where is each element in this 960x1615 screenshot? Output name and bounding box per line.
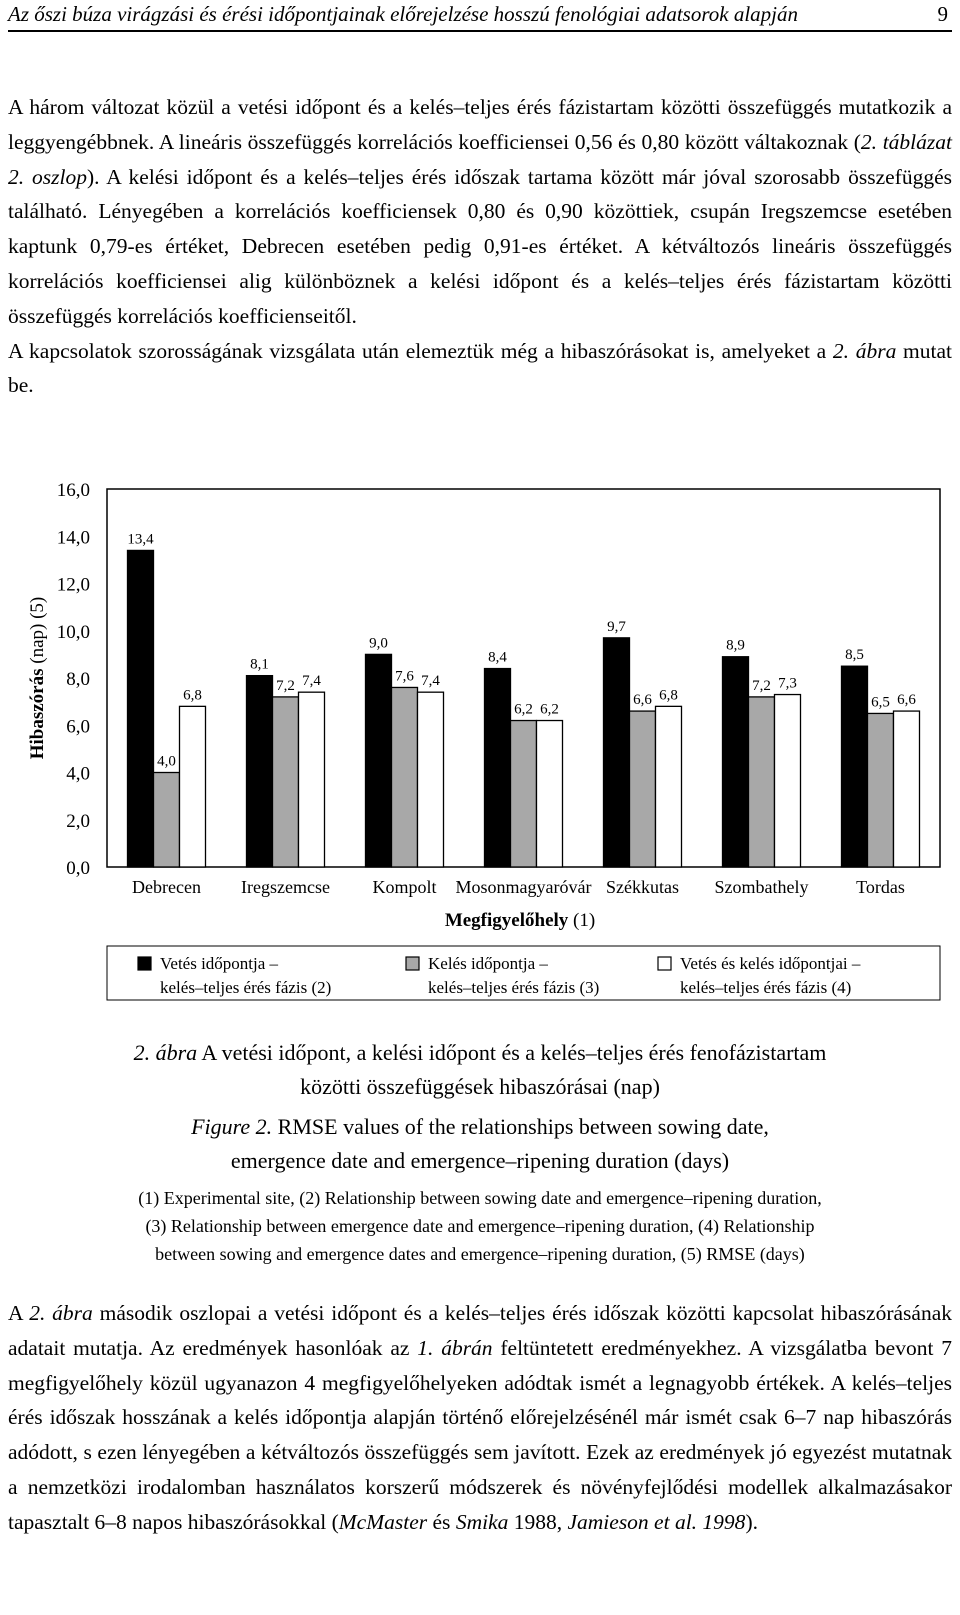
y-tick-label: 0,0 [66,858,90,879]
figure-reference: 2. ábra [29,1301,93,1325]
y-axis-ticks [57,480,90,879]
caption-note: (1) Experimental site, (2) Relationship between sowing date and emergence–ripening duration, [138,1188,822,1208]
x-axis-title-rest: (1) [568,910,596,931]
paragraph-text: ). A kelési időpont és a kelés–teljes érés időszak tartama között már jóval szorosabb összefüggés található. Lényegében a korrelációs koefficiensek 0,80 és 0,90 közöttiek, csupán Iregszemcse esetében kaptunk 0,79-es értéket, Debrecen esetében pedig 0,91-es értéket. A kétváltozós lineáris összefüggés korrelációs koefficiensei alig különböznek a kelési időpont és a kelés–teljes érés fázistartam közötti összefüggés korrelációs koefficienseitől. [8,164,952,328]
data-label: 9,7 [607,618,626,635]
data-label: 4,0 [157,753,176,770]
bar-chart-rmse [0,468,960,1028]
running-header-title: Az őszi búza virágzási és érési időpontjainak előrejelzése hosszú fenológiai adatsorok alapján [8,2,798,26]
data-label: 13,4 [127,531,154,548]
bar [630,711,656,867]
y-tick-label: 12,0 [56,574,90,596]
data-label: 8,1 [250,656,269,673]
bar [366,654,392,867]
legend-label: Vetés és kelés időpontjai – [680,954,861,973]
x-category-label: Debrecen [132,877,201,897]
bar [154,773,180,868]
x-category-label: Iregszemcse [241,877,330,897]
data-label: 6,2 [540,701,559,718]
bar [723,657,749,867]
legend-label: kelés–teljes érés fázis (2) [160,978,332,997]
figure-caption-notes [0,1184,960,1268]
y-tick-label: 10,0 [56,621,90,643]
figure-reference: 2. ábra [832,338,897,363]
legend-label: kelés–teljes érés fázis (3) [428,978,600,997]
paragraph-text: ). [745,1509,758,1534]
paragraph-text: és [427,1509,456,1534]
data-label: 8,5 [845,647,864,664]
legend-swatch [138,957,151,970]
legend-swatch [658,957,671,970]
caption-text: közötti összefüggések hibaszórásai (nap) [300,1074,660,1099]
caption-text: RMSE values of the relationships between sowing date, [272,1114,769,1139]
x-axis-title-bold: Megfigyelőhely [444,910,569,931]
data-label: 6,2 [514,701,533,718]
bar [180,706,206,867]
data-label: 8,4 [488,649,507,666]
x-category-label: Tordas [856,877,905,897]
legend-label: Vetés időpontja – [160,954,279,973]
bar [485,669,511,867]
x-axis-title [445,910,595,931]
bar [894,711,920,867]
x-category-label: Kompolt [372,877,437,897]
legend-label: kelés–teljes érés fázis (4) [680,978,852,997]
bar [775,695,801,867]
data-label: 6,8 [659,687,678,704]
paragraph-intro [8,90,952,403]
data-label: 7,4 [421,673,440,690]
y-tick-label: 2,0 [66,810,90,832]
paragraph-text: második oszlopai a vetési időpont és a kelés–teljes érés időszak közötti kapcsolat hibaszórásának adatait mutatja. Az eredmények hasonlóak az [8,1301,953,1360]
page-number: 9 [937,2,948,26]
y-axis-title [27,597,48,760]
caption-text: emergence date and emergence–ripening duration (days) [230,1148,730,1173]
paragraph-text: A kapcsolatok szorosságának vizsgálata után elemeztük még a hibaszórásokat is, amelyeket a [8,338,833,363]
paragraph-text: feltüntetett eredményekhez. A vizsgálatba bevont 7 megfigyelőhely közül ugyanazon 4 megfigyelőhelyeken adódtak ismét a legnagyobb értékek. A kelés–teljes érés időszak hosszának a kelés időpontja alapján történő előrejelzésénél már ismét csak 6–7 nap hibaszórás adódott, s ezen lényegében a kétváltozós összefüggés sem javított. Ezek az eredmények jó egyezést mutatnak a nemzetközi irodalomban használatos korszerű módszerek és növényfejlődési modellek alkalmazásakor tapasztalt 6–8 napos hibaszórásokkal ( [8,1335,952,1534]
caption-figure-label: Figure 2. [191,1114,273,1139]
bar [842,666,868,867]
author-reference: Smika [455,1509,509,1534]
paragraph-discussion [8,1296,952,1540]
paragraph-text: mutat be. [8,338,952,398]
bar [273,697,299,867]
data-label: 6,5 [871,694,890,711]
data-label: 7,3 [778,675,797,692]
data-label: 7,4 [302,673,321,690]
bar [749,697,775,867]
y-axis-title-bold: Hibaszórás [27,668,48,760]
figure-reference: 1. ábrán [417,1335,493,1360]
bar [656,706,682,867]
data-label: 7,2 [752,677,771,694]
x-category-label: Székkutas [606,877,679,897]
y-tick-label: 16,0 [56,480,90,501]
bar [418,692,444,867]
legend-swatch [406,957,419,970]
y-tick-label: 4,0 [66,763,90,785]
paragraph-text: A [8,1301,30,1325]
bar [868,713,894,867]
bar [511,721,537,867]
y-tick-label: 6,0 [66,716,90,738]
caption-note: between sowing and emergence dates and emergence–ripening duration, (5) RMSE (days) [155,1244,805,1264]
author-reference: McMaster [338,1509,428,1534]
y-tick-label: 8,0 [66,669,90,690]
bar [604,638,630,867]
data-label: 6,8 [183,687,202,704]
data-label: 8,9 [726,637,745,654]
y-axis-title-rest: (nap) (5) [27,596,48,669]
bar [537,721,563,867]
bar [392,687,418,867]
caption-figure-label: 2. ábra [133,1040,198,1065]
x-axis-category-labels [132,877,905,897]
bar [128,550,154,867]
legend-label: Kelés időpontja – [428,954,548,973]
caption-note: (3) Relationship between emergence date and emergence–ripening duration, (4) Relationship [145,1216,815,1236]
data-label: 6,6 [897,692,916,709]
caption-text: A vetési időpont, a kelési időpont és a kelés–teljes érés fenofázistartam [197,1040,827,1065]
author-reference: Jamieson et al. 1998 [567,1509,746,1534]
data-label: 9,0 [369,635,388,652]
data-label: 7,2 [276,677,295,694]
figure-caption-hungarian [0,1036,960,1104]
table-reference: 2. táblázat 2. oszlop [8,129,952,189]
x-category-label: Mosonmagyaróvár [455,877,592,897]
legend [138,954,861,997]
bar [247,676,273,867]
bar [299,692,325,867]
running-header [8,0,952,32]
paragraph-text: 1988, [508,1509,568,1534]
data-label: 6,6 [633,692,652,709]
figure-caption-english [0,1110,960,1178]
data-label: 7,6 [395,668,414,685]
y-tick-label: 14,0 [56,527,90,549]
paragraph-text: A három változat közül a vetési időpont és a kelés–teljes érés fázistartam közötti összefüggés mutatkozik a leggyengébbnek. A lineáris összefüggés korrelációs koefficiensei 0,56 és 0,80 között váltakoznak ( [8,95,952,154]
x-category-label: Szombathely [714,877,809,897]
